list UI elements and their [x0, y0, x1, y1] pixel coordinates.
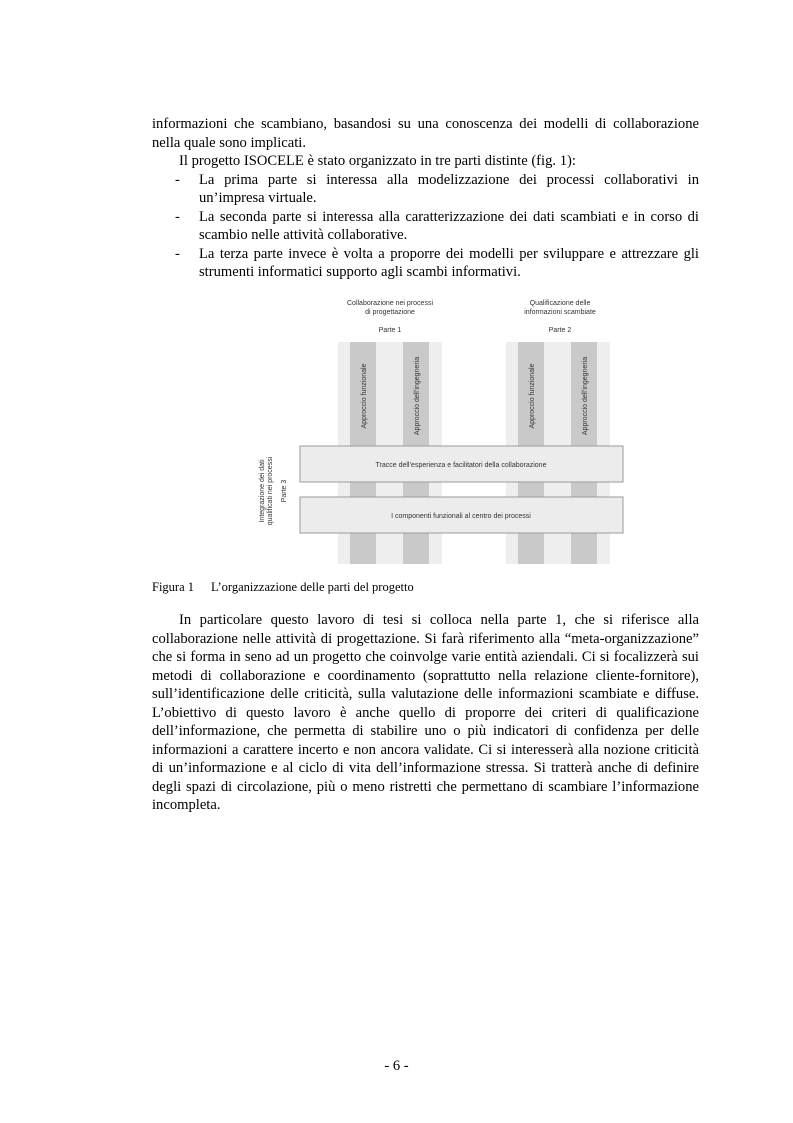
project-lead-line: Il progetto ISOCELE è stato organizzato in tre parti distinte (fig. 1): — [179, 153, 576, 169]
figure-diagram — [250, 296, 630, 564]
dash-marker: - — [175, 245, 180, 262]
project-parts-list — [152, 171, 699, 282]
list-item: - La seconda parte si interessa alla caratterizzazione dei dati scambiati e in corso di scambio nelle attività collaborative. — [175, 208, 699, 243]
part1-label: Parte 1 — [378, 327, 402, 334]
dash-marker: - — [175, 208, 180, 225]
part2-column-a-label: Approccio funzionale — [529, 363, 536, 429]
dash-marker: - — [175, 171, 180, 188]
body-paragraph: In particolare questo lavoro di tesi si colloca nella parte 1, che si riferisce alla collaborazione nelle attività di progettazione. Si farà riferimento alla “meta-organizzazione” che si forma in seno ad un progetto che coinvolge varie entità aziendali. Ci si focalizzerà sui metodi di collaborazione e coordinamento (soprattutto nella relazione cliente-fornitore), sull’identificazione delle criticità, sulla valutazione delle informazioni scambiate e diffuse. L’obiettivo di questo lavoro è anche quello di proporre dei criteri di qualificazione dell’informazione, che permetta di stabilire uno o più indicatori di confidenza per delle informazioni a carattere incerto e non ancora validate. Ci si interesserà alla nozione criticità di un’informazione e al ciclo di vita dell’informazione stressa. Si tratterà anche di definire degli spazi di circolazione, più o meno ristretti che permettano di scambiare l’informazione incompleta. — [152, 612, 699, 813]
part1-column-b-label: Approccio dell’ingegneria — [414, 356, 421, 436]
part3-label: Parte 3 — [281, 479, 288, 503]
figure-caption — [152, 580, 414, 595]
part1-title-line1: Collaborazione nei processi — [347, 300, 433, 307]
part1-title-line2: di progettazione — [365, 309, 415, 316]
part3-line1: Integrazione dei dati — [259, 459, 266, 523]
caption-text: L’organizzazione delle parti del progetto — [211, 580, 414, 594]
diagram-svg — [250, 296, 630, 564]
page-number: - 6 - — [384, 1058, 409, 1074]
body-section — [152, 611, 699, 815]
continuation-paragraph: informazioni che scambiano, basandosi su una conoscenza dei modelli di collaborazione nella quale sono implicati. — [152, 116, 699, 151]
band-top-label: Tracce dell’esperienza e facilitatori della collaborazione — [375, 462, 547, 469]
band-bottom-label: I componenti funzionali al centro dei processi — [391, 513, 531, 520]
part1-column-a-label: Approccio funzionale — [361, 363, 368, 429]
part2-title-line1: Qualificazione delle — [529, 300, 591, 307]
caption-number: Figura 1 — [152, 580, 195, 594]
part3-line2: qualificati nei processi — [267, 456, 274, 526]
part2-column-b-label: Approccio dell’ingegneria — [582, 356, 589, 436]
part2-label: Parte 2 — [548, 327, 572, 334]
part2-title-line2: informazioni scambiate — [524, 309, 596, 316]
intro-section — [152, 115, 699, 282]
list-item: - La prima parte si interessa alla modelizzazione dei processi collaborativi in un’impresa virtuale. — [175, 171, 699, 206]
list-item: - La terza parte invece è volta a proporre dei modelli per sviluppare e attrezzare gli strumenti informatici supporto agli scambi informativi. — [175, 245, 699, 280]
